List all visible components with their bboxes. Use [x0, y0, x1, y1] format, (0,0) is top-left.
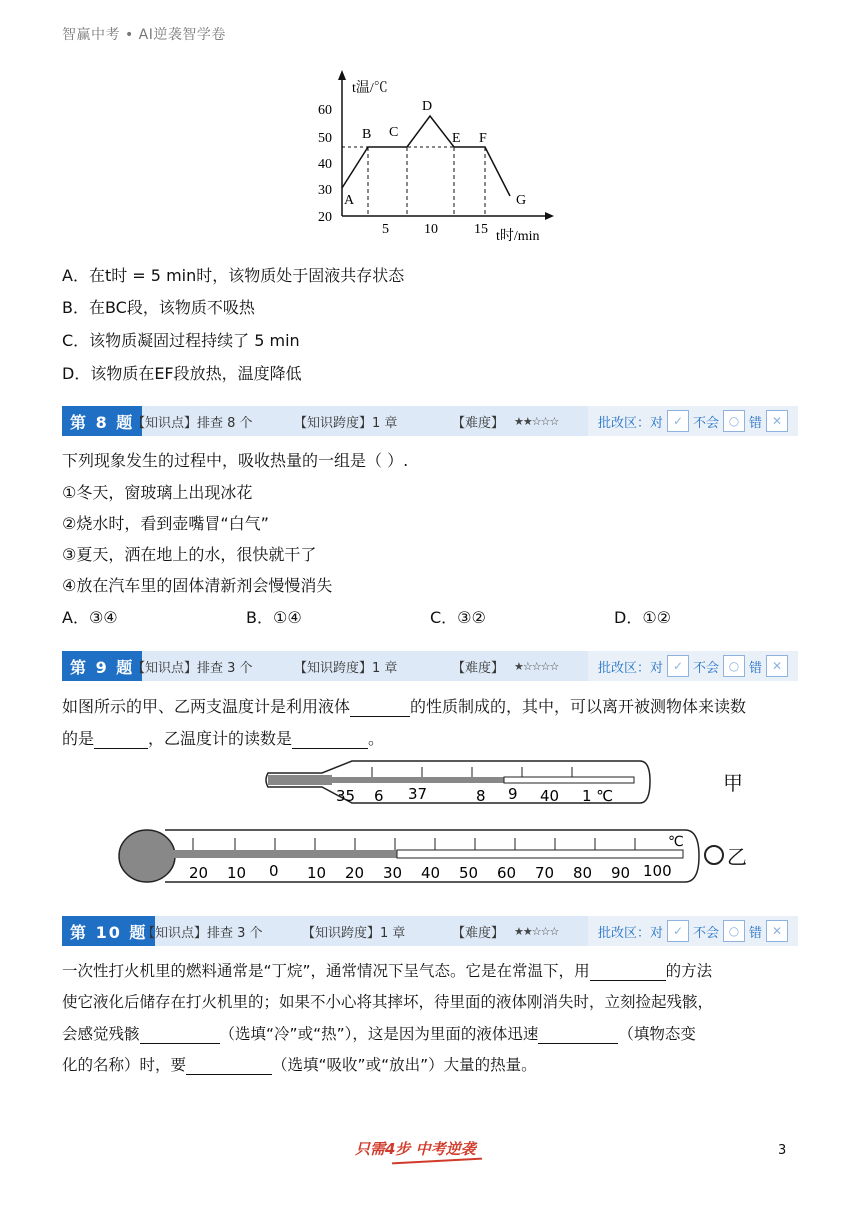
y-tick: 40 — [318, 157, 332, 172]
text: 的方法 — [665, 962, 713, 980]
point-label: A — [344, 193, 355, 208]
review-area — [588, 406, 798, 436]
text: （选填“吸收”或“放出”）大量的热量。 — [272, 1056, 537, 1074]
page-header: 智赢中考 • AI逆袭智学卷 — [62, 27, 226, 43]
tick-label: 6 — [374, 787, 384, 805]
q10-line-2: 使它液化后储存在打火机里的；如果不小心将其摔坏，待里面的液体刚消失时，立刻捡起残骸， — [62, 993, 714, 1011]
blank-2[interactable] — [94, 732, 148, 749]
difficulty-stars: ★★☆☆☆ — [514, 414, 559, 428]
footer-brand-logo: 只需4步 中考逆袭 — [355, 1140, 476, 1158]
no-label: 不会 — [693, 415, 720, 431]
blank-1[interactable] — [350, 700, 410, 717]
blank-2[interactable] — [140, 1027, 220, 1044]
tick-label: 20 — [345, 864, 365, 882]
knowledge-span: 【知识跨度】1 章 — [294, 660, 398, 676]
q7-option-b[interactable]: B．在BC段，该物质不吸热 — [62, 298, 255, 317]
difficulty-label: 【难度】 — [452, 925, 505, 941]
blank-1[interactable] — [590, 964, 666, 981]
question-number: 第 10 题 — [62, 916, 155, 946]
page-number: 3 — [778, 1143, 787, 1158]
y-tick: 30 — [318, 183, 332, 198]
question-number: 第 8 题 — [62, 406, 142, 436]
q10-line-3 — [62, 1024, 696, 1044]
no-label: 不会 — [693, 660, 720, 676]
q8-item: ①冬天，窗玻璃上出现冰花 — [62, 483, 253, 502]
tick-label: 20 — [189, 864, 209, 882]
q10-line-4 — [62, 1055, 537, 1075]
cross-icon[interactable]: ✕ — [766, 920, 788, 942]
wrong-label: 错 — [749, 660, 763, 676]
q7-option-d[interactable]: D．该物质在EF段放热，温度降低 — [62, 364, 302, 383]
x-tick: 10 — [424, 222, 438, 237]
q8-option-d[interactable]: D．①② — [614, 608, 672, 627]
blank-3[interactable] — [292, 732, 368, 749]
review-label: 批改区：对 — [598, 415, 664, 431]
knowledge-span: 【知识跨度】1 章 — [302, 925, 406, 941]
difficulty-label: 【难度】 — [452, 415, 505, 431]
tick-label: 0 — [269, 862, 279, 880]
y-tick: 20 — [318, 210, 332, 225]
cross-icon[interactable]: ✕ — [766, 655, 788, 677]
knowledge-span: 【知识跨度】1 章 — [294, 415, 398, 431]
review-area — [588, 651, 798, 681]
wrong-label: 错 — [749, 925, 763, 941]
tick-label: 9 — [508, 785, 518, 803]
thermometer-yi-label: 乙 — [727, 845, 747, 869]
tick-label: 10 — [307, 864, 327, 882]
point-label: F — [479, 131, 487, 146]
tick-label: 80 — [573, 864, 593, 882]
q9-line-2 — [62, 729, 384, 749]
q8-option-b[interactable]: B．①④ — [246, 608, 302, 627]
no-label: 不会 — [693, 925, 720, 941]
review-label: 批改区：对 — [598, 660, 664, 676]
point-label: G — [516, 193, 527, 208]
text: （选填“冷”或“热”），这是因为里面的液体迅速 — [219, 1025, 539, 1043]
check-icon[interactable]: ✓ — [667, 920, 689, 942]
difficulty-stars: ★★☆☆☆ — [514, 924, 559, 938]
tick-label: 30 — [383, 864, 403, 882]
text: 如图所示的甲、乙两支温度计是利用液体 — [62, 697, 351, 716]
tick-label: 1 ℃ — [582, 787, 614, 805]
circle-icon[interactable]: ○ — [723, 920, 745, 942]
review-label: 批改区：对 — [598, 925, 664, 941]
text: 一次性打火机里的燃料通常是“丁烷”，通常情况下呈气态。它是在常温下，用 — [62, 962, 590, 980]
wrong-label: 错 — [749, 415, 763, 431]
difficulty-label: 【难度】 — [452, 660, 505, 676]
x-tick: 5 — [382, 222, 389, 237]
x-tick: 15 — [474, 222, 488, 237]
q7-option-c[interactable]: C．该物质凝固过程持续了 5 min — [62, 331, 300, 350]
tick-label: 35 — [336, 787, 356, 805]
q8-item: ②烧水时，看到壶嘴冒“白气” — [62, 514, 269, 533]
y-axis-label: t温/℃ — [352, 81, 388, 96]
tick-label: 90 — [611, 864, 631, 882]
text: 会感觉残骸 — [62, 1025, 140, 1043]
q8-item: ③夏天，洒在地上的水，很快就干了 — [62, 545, 317, 564]
q10-line-1 — [62, 961, 712, 981]
check-icon[interactable]: ✓ — [667, 655, 689, 677]
unit-label: ℃ — [668, 834, 684, 850]
thermometer-jia-label: 甲 — [723, 771, 743, 795]
tick-label: 8 — [476, 787, 486, 805]
q8-option-a[interactable]: A．③④ — [62, 608, 118, 627]
tick-label: 40 — [421, 864, 441, 882]
temperature-time-graph — [310, 66, 560, 246]
review-area — [588, 916, 798, 946]
blank-3[interactable] — [538, 1027, 618, 1044]
q7-option-a[interactable]: A．在t时 = 5 min时，该物质处于固液共存状态 — [62, 266, 405, 285]
text: ，乙温度计的读数是 — [148, 729, 293, 748]
circle-icon[interactable]: ○ — [723, 655, 745, 677]
q10-info-bar — [62, 916, 798, 946]
thermometer-jia — [262, 757, 662, 807]
point-label: C — [389, 125, 399, 140]
tick-label: 60 — [497, 864, 517, 882]
thermometer-yi — [115, 824, 705, 888]
circle-icon[interactable]: ○ — [723, 410, 745, 432]
q8-item: ④放在汽车里的固体清新剂会慢慢消失 — [62, 576, 333, 595]
y-tick: 60 — [318, 103, 332, 118]
tick-label: 70 — [535, 864, 555, 882]
knowledge-points: 【知识点】排查 8 个 — [132, 415, 253, 431]
x-axis-label: t时/min — [496, 229, 540, 244]
text: 的性质制成的，其中，可以离开被测物体来读数 — [410, 697, 747, 716]
q9-info-bar — [62, 651, 798, 681]
tick-label: 40 — [540, 787, 560, 805]
tick-label: 50 — [459, 864, 479, 882]
tick-label: 100 — [643, 862, 672, 880]
check-icon[interactable]: ✓ — [667, 410, 689, 432]
question-number: 第 9 题 — [62, 651, 142, 681]
text: （填物态变 — [618, 1025, 696, 1043]
q8-stem: 下列现象发生的过程中，吸收热量的一组是（ ）. — [62, 451, 409, 470]
q8-option-c[interactable]: C．③② — [430, 608, 486, 627]
cross-icon[interactable]: ✕ — [766, 410, 788, 432]
text: 化的名称）时，要 — [62, 1056, 187, 1074]
text: 的是 — [62, 729, 95, 748]
blank-4[interactable] — [186, 1058, 272, 1075]
tick-label: 37 — [408, 785, 428, 803]
point-label: D — [422, 99, 433, 114]
knowledge-points: 【知识点】排查 3 个 — [142, 925, 263, 941]
knowledge-points: 【知识点】排查 3 个 — [132, 660, 253, 676]
tick-label: 10 — [227, 864, 247, 882]
q8-info-bar — [62, 406, 798, 436]
ring-icon — [704, 845, 724, 865]
y-tick: 50 — [318, 131, 332, 146]
q9-line-1 — [62, 697, 746, 717]
text: 。 — [368, 729, 385, 748]
difficulty-stars: ★☆☆☆☆ — [514, 659, 559, 673]
point-label: B — [362, 127, 372, 142]
point-label: E — [452, 131, 461, 146]
